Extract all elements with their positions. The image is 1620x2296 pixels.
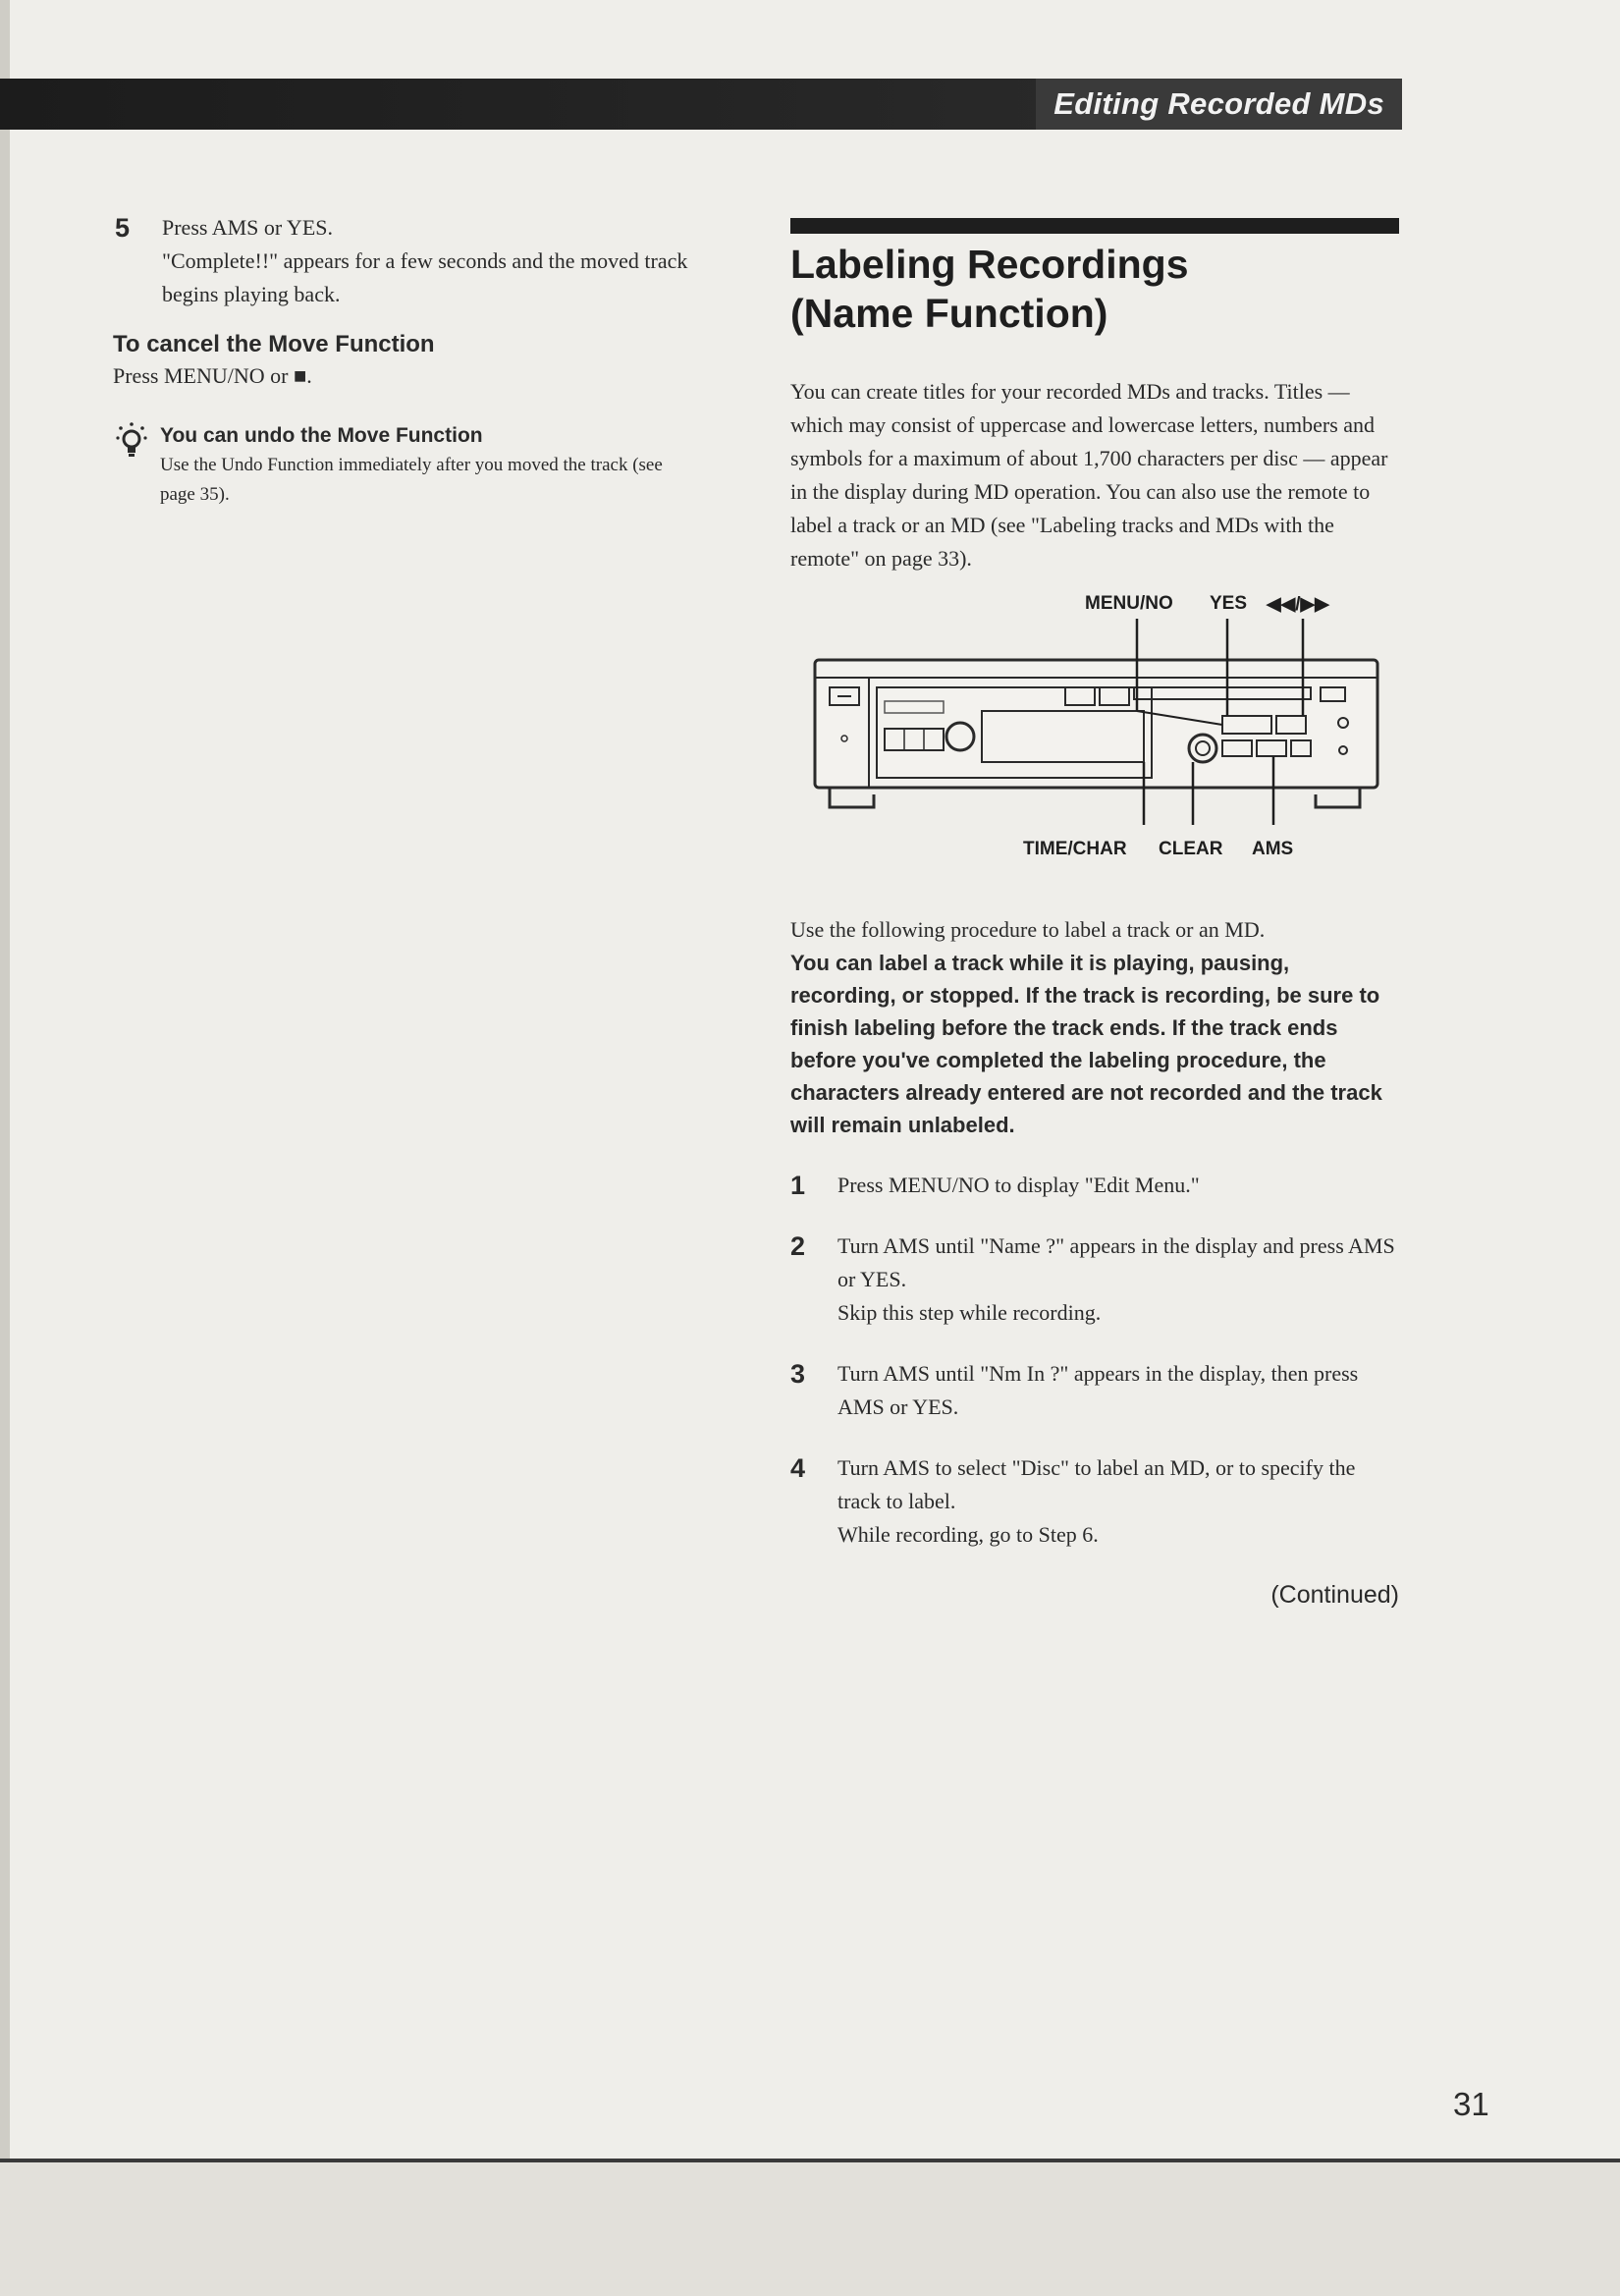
- continued-label: (Continued): [1270, 1581, 1399, 1609]
- right-column: [790, 218, 1399, 1610]
- label-ams: AMS: [1252, 839, 1294, 859]
- step-1: [790, 1169, 1399, 1202]
- label-seek: ◀◀/▶▶: [1267, 594, 1329, 615]
- step-4: [790, 1451, 1399, 1552]
- step-number: 3: [790, 1359, 806, 1389]
- step-1-text: Press MENU/NO to display "Edit Menu.": [837, 1173, 1200, 1197]
- step-2-text: Turn AMS until "Name ?" appears in the display and press AMS or YES.: [837, 1233, 1395, 1291]
- step-5-result: "Complete!!" appears for a few seconds and the moved track begins playing back.: [162, 248, 688, 306]
- label-time-char: TIME/CHAR: [1023, 839, 1127, 859]
- cancel-section: [113, 329, 697, 392]
- tip-body: Use the Undo Function immediately after you moved the track (see page 35).: [160, 455, 663, 505]
- left-column: [113, 211, 697, 510]
- tip-box: [113, 421, 697, 510]
- cancel-body: Press MENU/NO or ■.: [113, 363, 312, 388]
- step-number: 4: [790, 1453, 806, 1483]
- step-2: [790, 1230, 1399, 1330]
- page-title: [790, 240, 1399, 338]
- label-clear: CLEAR: [1159, 839, 1223, 859]
- step-5-instruction: Press AMS or YES.: [162, 215, 333, 240]
- lightbulb-icon: [115, 421, 148, 461]
- section-header-bar: [0, 79, 1402, 130]
- step-4-note: While recording, go to Step 6.: [837, 1522, 1099, 1547]
- step-number: 2: [790, 1231, 806, 1261]
- section-title: Editing Recorded MDs: [1036, 79, 1402, 130]
- step-4-text: Turn AMS to select "Disc" to label an MD, or to specify the track to label.: [837, 1455, 1356, 1513]
- page-number: 31: [1453, 2086, 1489, 2122]
- step-number: 5: [115, 213, 131, 243]
- step-2-note: Skip this step while recording.: [837, 1300, 1102, 1325]
- step-3: [790, 1357, 1399, 1424]
- title-line-1: Labeling Recordings: [790, 242, 1189, 287]
- footer-scan-margin: [0, 2162, 1620, 2296]
- intro-paragraph: You can create titles for your recorded MDs and tracks. Titles — which may consist of uppercase and lowercase letters, numbers and symbols for a maximum of about 1,700 characters per disc — appear in the display during MD operation. You can also use the remote to label a track or an MD (see "Labeling tracks and MDs with the remote" on page 33).: [790, 379, 1388, 571]
- procedure-lead: Use the following procedure to label a track or an MD.: [790, 917, 1266, 942]
- cancel-heading: To cancel the Move Function: [113, 331, 435, 357]
- label-menu-no: MENU/NO: [1085, 593, 1173, 614]
- page-binding-edge: [0, 0, 10, 2296]
- step-5: [113, 211, 697, 311]
- step-number: 1: [790, 1171, 806, 1200]
- label-yes: YES: [1210, 593, 1248, 614]
- tip-heading: You can undo the Move Function: [160, 424, 483, 447]
- deck-front-panel-diagram: [790, 593, 1399, 888]
- title-rule: [790, 218, 1399, 234]
- step-3-text: Turn AMS until "Nm In ?" appears in the display, then press AMS or YES.: [837, 1361, 1359, 1419]
- procedure-warning: You can label a track while it is playing, pausing, recording, or stopped. If the track is recording, be sure to finish labeling before the track ends. If the track ends before you've completed the labeling procedure, the characters already entered are not recorded and the track will remain unlabeled.: [790, 951, 1382, 1137]
- title-line-2: (Name Function): [790, 291, 1108, 336]
